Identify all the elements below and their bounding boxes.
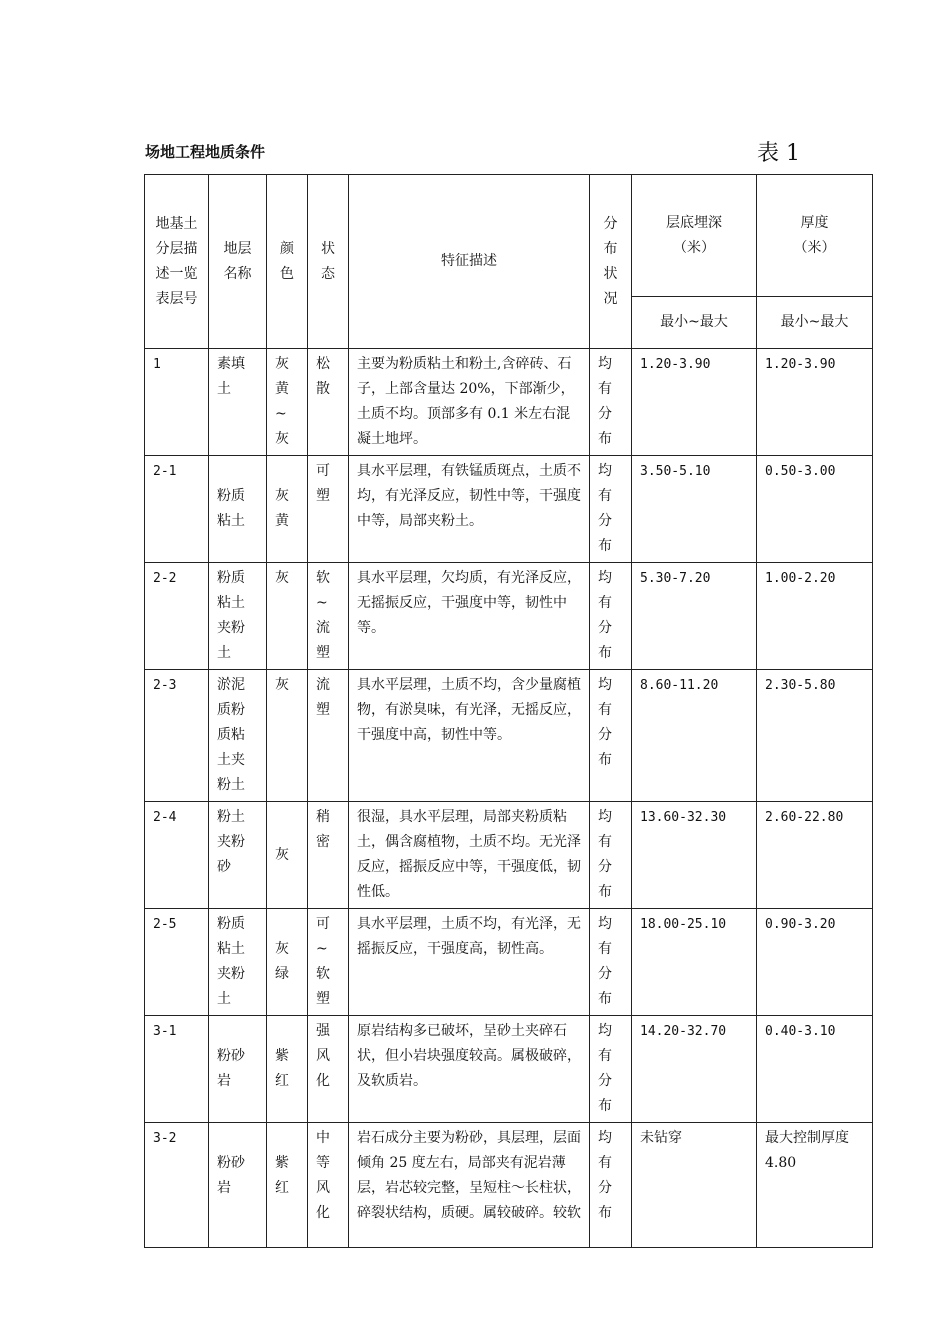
cell-desc: 很湿，具水平层理，局部夹粉质粘土，偶含腐植物，土质不均。无光泽反应，摇振反应中等，干强度低，韧性低。 (349, 802, 590, 909)
cell-name: 粉砂岩 (209, 1016, 267, 1123)
cell-color: 紫红 (267, 1016, 308, 1123)
header-row (145, 175, 873, 297)
cell-name: 粉砂岩 (209, 1123, 267, 1248)
cell-layer-no: 1 (145, 349, 209, 456)
cell-desc: 主要为粉质粘土和粉土,含碎砖、石子，上部含量达 20%，下部渐少，土质不均。顶部多有 0.1 米左右混凝土地坪。 (349, 349, 590, 456)
cell-dist: 均有分布 (590, 1016, 632, 1123)
page-title: 场地工程地质条件 (145, 143, 266, 161)
cell-state: 松散 (308, 349, 349, 456)
col-name: 地层名称 (209, 175, 267, 349)
cell-thick: 0.50-3.00 (757, 456, 873, 563)
cell-layer-no: 2-3 (145, 670, 209, 802)
cell-state: 强风化 (308, 1016, 349, 1123)
cell-state: 可~软塑 (308, 909, 349, 1016)
cell-desc: 岩石成分主要为粉砂，具层理，层面倾角 25 度左右，局部夹有泥岩薄层，岩芯较完整，呈短柱～长柱状，碎裂状结构，质硬。属较破碎。较软 (349, 1123, 590, 1248)
cell-dist: 均有分布 (590, 670, 632, 802)
cell-dist: 均有分布 (590, 349, 632, 456)
col-depth: 层底埋深（米） (632, 175, 757, 297)
cell-dist: 均有分布 (590, 563, 632, 670)
col-thick: 厚度（米） (757, 175, 873, 297)
cell-depth: 14.20-32.70 (632, 1016, 757, 1123)
cell-name: 粉质粘土 (209, 456, 267, 563)
cell-name: 粉土夹粉砂 (209, 802, 267, 909)
cell-name: 粉质粘土夹粉土 (209, 563, 267, 670)
cell-layer-no: 3-1 (145, 1016, 209, 1123)
col-dist: 分布状况 (590, 175, 632, 349)
cell-depth: 3.50-5.10 (632, 456, 757, 563)
cell-thick: 1.00-2.20 (757, 563, 873, 670)
cell-color: 灰黄 (267, 456, 308, 563)
table-row (145, 1123, 873, 1248)
cell-layer-no: 3-2 (145, 1123, 209, 1248)
cell-thick: 1.20-3.90 (757, 349, 873, 456)
cell-name: 粉质粘土夹粉土 (209, 909, 267, 1016)
cell-dist: 均有分布 (590, 456, 632, 563)
cell-desc: 原岩结构多已破坏，呈砂土夹碎石状，但小岩块强度较高。属极破碎，及软质岩。 (349, 1016, 590, 1123)
cell-layer-no: 2-4 (145, 802, 209, 909)
cell-depth: 1.20-3.90 (632, 349, 757, 456)
cell-depth: 5.30-7.20 (632, 563, 757, 670)
cell-layer-no: 2-1 (145, 456, 209, 563)
table-row (145, 456, 873, 563)
table-row (145, 349, 873, 456)
cell-depth: 13.60-32.30 (632, 802, 757, 909)
cell-color: 灰绿 (267, 909, 308, 1016)
cell-dist: 均有分布 (590, 1123, 632, 1248)
cell-dist: 均有分布 (590, 909, 632, 1016)
cell-state: 流塑 (308, 670, 349, 802)
cell-color: 紫红 (267, 1123, 308, 1248)
col-desc: 特征描述 (349, 175, 590, 349)
cell-desc: 具水平层理，欠均质，有光泽反应，无摇振反应，干强度中等，韧性中等。 (349, 563, 590, 670)
cell-depth: 18.00-25.10 (632, 909, 757, 1016)
table-row (145, 909, 873, 1016)
col-depth-range: 最小~最大 (632, 297, 757, 349)
geology-table (144, 174, 873, 1248)
cell-desc: 具水平层理，土质不均，有光泽，无摇振反应，干强度高，韧性高。 (349, 909, 590, 1016)
cell-state: 中等风化 (308, 1123, 349, 1248)
cell-layer-no: 2-2 (145, 563, 209, 670)
cell-dist: 均有分布 (590, 802, 632, 909)
cell-color: 灰黄~灰 (267, 349, 308, 456)
cell-desc: 具水平层理，土质不均，含少量腐植物，有淤臭味，有光泽，无摇反应，干强度中高，韧性中等。 (349, 670, 590, 802)
cell-depth: 8.60-11.20 (632, 670, 757, 802)
col-color: 颜色 (267, 175, 308, 349)
cell-layer-no: 2-5 (145, 909, 209, 1016)
cell-name: 淤泥质粉质粘土夹粉土 (209, 670, 267, 802)
cell-desc: 具水平层理，有铁锰质斑点，土质不均，有光泽反应，韧性中等，干强度中等，局部夹粉土。 (349, 456, 590, 563)
table-row (145, 563, 873, 670)
col-state: 状态 (308, 175, 349, 349)
table-row (145, 670, 873, 802)
cell-color: 灰 (267, 563, 308, 670)
col-thick-range: 最小~最大 (757, 297, 873, 349)
cell-thick: 0.40-3.10 (757, 1016, 873, 1123)
col-layer-no: 地基土分层描述一览表层号 (145, 175, 209, 349)
table-row (145, 1016, 873, 1123)
cell-color: 灰 (267, 670, 308, 802)
table-number: 表 1 (757, 141, 800, 166)
cell-thick: 最大控制厚度4.80 (757, 1123, 873, 1248)
cell-thick: 2.30-5.80 (757, 670, 873, 802)
table-row (145, 802, 873, 909)
cell-state: 可塑 (308, 456, 349, 563)
cell-color: 灰 (267, 802, 308, 909)
cell-thick: 2.60-22.80 (757, 802, 873, 909)
cell-depth: 未钻穿 (632, 1123, 757, 1248)
cell-state: 稍密 (308, 802, 349, 909)
cell-state: 软~流塑 (308, 563, 349, 670)
cell-thick: 0.90-3.20 (757, 909, 873, 1016)
cell-name: 素填土 (209, 349, 267, 456)
